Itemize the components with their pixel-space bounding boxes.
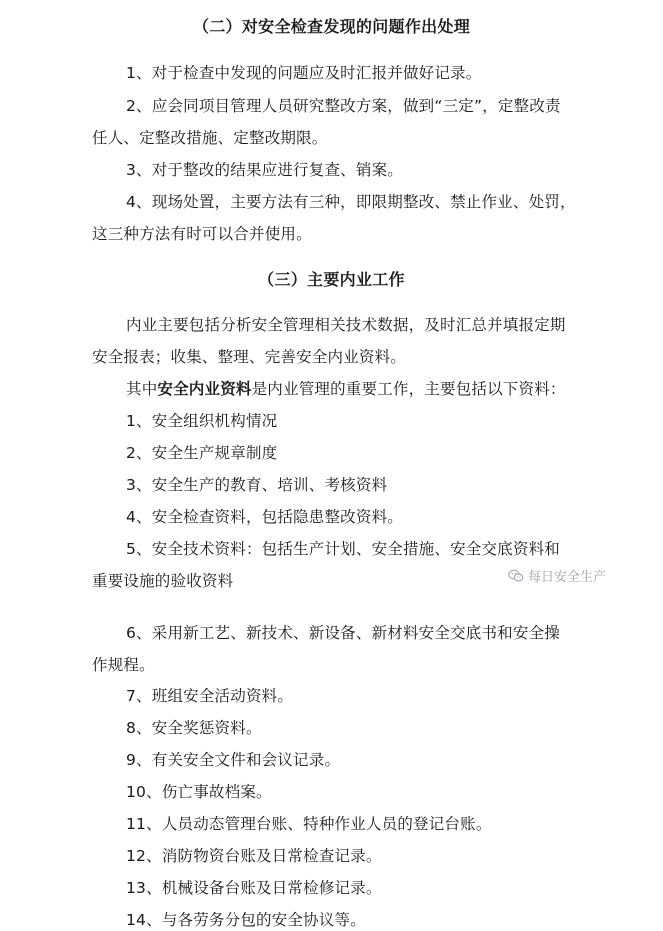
section2-line-1: 1、对于检查中发现的问题应及时汇报并做好记录。 xyxy=(126,64,482,82)
list-item-continuation: 重要设施的验收资料 xyxy=(92,572,234,590)
heading-section-2: （二）对安全检查发现的问题作出处理 xyxy=(192,17,471,36)
list-item: 14、与各劳务分包的安全协议等。 xyxy=(126,911,366,929)
list-item: 5、安全技术资料：包括生产计划、安全措施、安全交底资料和 xyxy=(126,540,560,558)
list-item: 8、安全奖惩资料。 xyxy=(126,719,262,737)
list-item: 13、机械设备台账及日常检修记录。 xyxy=(126,879,382,897)
watermark-text: 每日安全生产 xyxy=(528,570,607,585)
list-item: 1、安全组织机构情况 xyxy=(126,412,278,430)
list-item-continuation: 作规程。 xyxy=(92,656,155,674)
list-item: 12、消防物资台账及日常检查记录。 xyxy=(126,847,382,865)
section3-lead-before: 其中 xyxy=(126,380,158,398)
section3-lead-after: 是内业管理的重要工作，主要包括以下资料： xyxy=(251,380,566,398)
list-item: 7、班组安全活动资料。 xyxy=(126,687,294,705)
list-item: 6、采用新工艺、新技术、新设备、新材料安全交底书和安全操 xyxy=(126,624,560,642)
section3-intro-line-1: 内业主要包括分析安全管理相关技术数据，及时汇总并填报定期 xyxy=(126,316,566,334)
section2-line-3: 任人、定整改措施、定整改期限。 xyxy=(92,129,328,147)
list-item: 3、安全生产的教育、培训、考核资料 xyxy=(126,476,388,494)
heading-section-3: （三）主要内业工作 xyxy=(258,270,405,289)
list-item: 11、人员动态管理台账、特种作业人员的登记台账。 xyxy=(126,815,492,833)
section2-line-2: 2、应会同项目管理人员研究整改方案，做到“三定”，定整改责 xyxy=(126,97,561,115)
section2-line-5: 4、现场处置，主要方法有三种，即限期整改、禁止作业、处罚， xyxy=(126,193,576,211)
section2-line-4: 3、对于整改的结果应进行复查、销案。 xyxy=(126,161,403,179)
watermark xyxy=(508,566,606,585)
list-item: 9、有关安全文件和会议记录。 xyxy=(126,751,341,769)
list-item: 10、伤亡事故档案。 xyxy=(126,783,272,801)
list-item: 4、安全检查资料，包括隐患整改资料。 xyxy=(126,508,403,526)
section3-lead-bold: 安全内业资料 xyxy=(157,380,252,398)
section2-line-6: 这三种方法有时可以合并使用。 xyxy=(92,225,312,243)
wechat-icon xyxy=(508,569,524,583)
list-item: 2、安全生产规章制度 xyxy=(126,444,278,462)
section3-intro-line-2: 安全报表；收集、整理、完善安全内业资料。 xyxy=(92,348,407,366)
section3-lead xyxy=(126,378,566,400)
